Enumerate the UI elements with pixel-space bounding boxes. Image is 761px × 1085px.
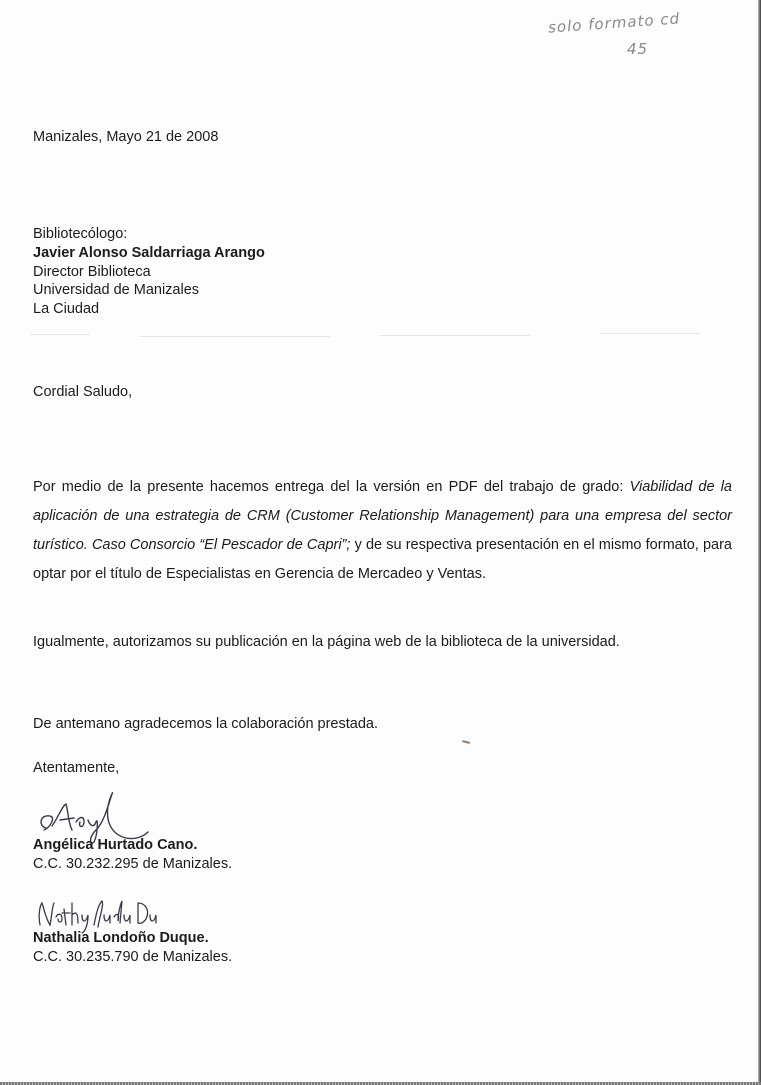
signatory-2-id: C.C. 30.235.790 de Manizales. xyxy=(33,949,233,965)
thanks-paragraph: De antemano agradecemos la colaboración prestada. xyxy=(33,716,378,732)
signatory-2-name: Nathalia Londoño Duque. xyxy=(33,930,209,946)
place-date: Manizales, Mayo 21 de 2008 xyxy=(33,129,219,145)
scan-artifact-line xyxy=(600,333,700,334)
body-intro: Por medio de la presente hacemos entrega del la versión en PDF del trabajo de grado: xyxy=(33,479,630,495)
signatory-1-name: Angélica Hurtado Cano. xyxy=(33,837,198,853)
body-paragraph xyxy=(33,473,732,589)
authorization-paragraph: Igualmente, autorizamos su publicación en la página web de la biblioteca de la universidad. xyxy=(33,634,620,650)
scan-artifact-line xyxy=(30,334,90,335)
scan-speck xyxy=(462,740,470,744)
recipient-name: Javier Alonso Saldarriaga Arango xyxy=(33,245,265,261)
handwritten-note-line1: solo formato cd xyxy=(547,9,681,37)
scan-artifact-line xyxy=(380,335,530,336)
recipient-institution: Universidad de Manizales xyxy=(33,282,200,298)
scan-artifact-line xyxy=(140,336,330,337)
recipient-city: La Ciudad xyxy=(33,301,100,317)
recipient-position: Director Biblioteca xyxy=(33,264,151,280)
closing: Atentamente, xyxy=(33,760,120,776)
thesis-title: Viabilidad de la aplicación de una estrategia de CRM (Customer Relationship Management) para una empresa del sector turístico. Caso Consorcio “El Pescador de Capri”; xyxy=(33,479,732,553)
recipient-title: Bibliotecólogo: xyxy=(33,226,128,242)
body-continuation: y de su respectiva presentación en el mismo formato, para optar por el título de Especialistas en Gerencia de Mercadeo y Ventas. xyxy=(33,537,732,582)
greeting: Cordial Saludo, xyxy=(33,384,133,400)
signatory-1-id: C.C. 30.232.295 de Manizales. xyxy=(33,856,233,872)
handwritten-note-line2: 45 xyxy=(627,40,649,58)
